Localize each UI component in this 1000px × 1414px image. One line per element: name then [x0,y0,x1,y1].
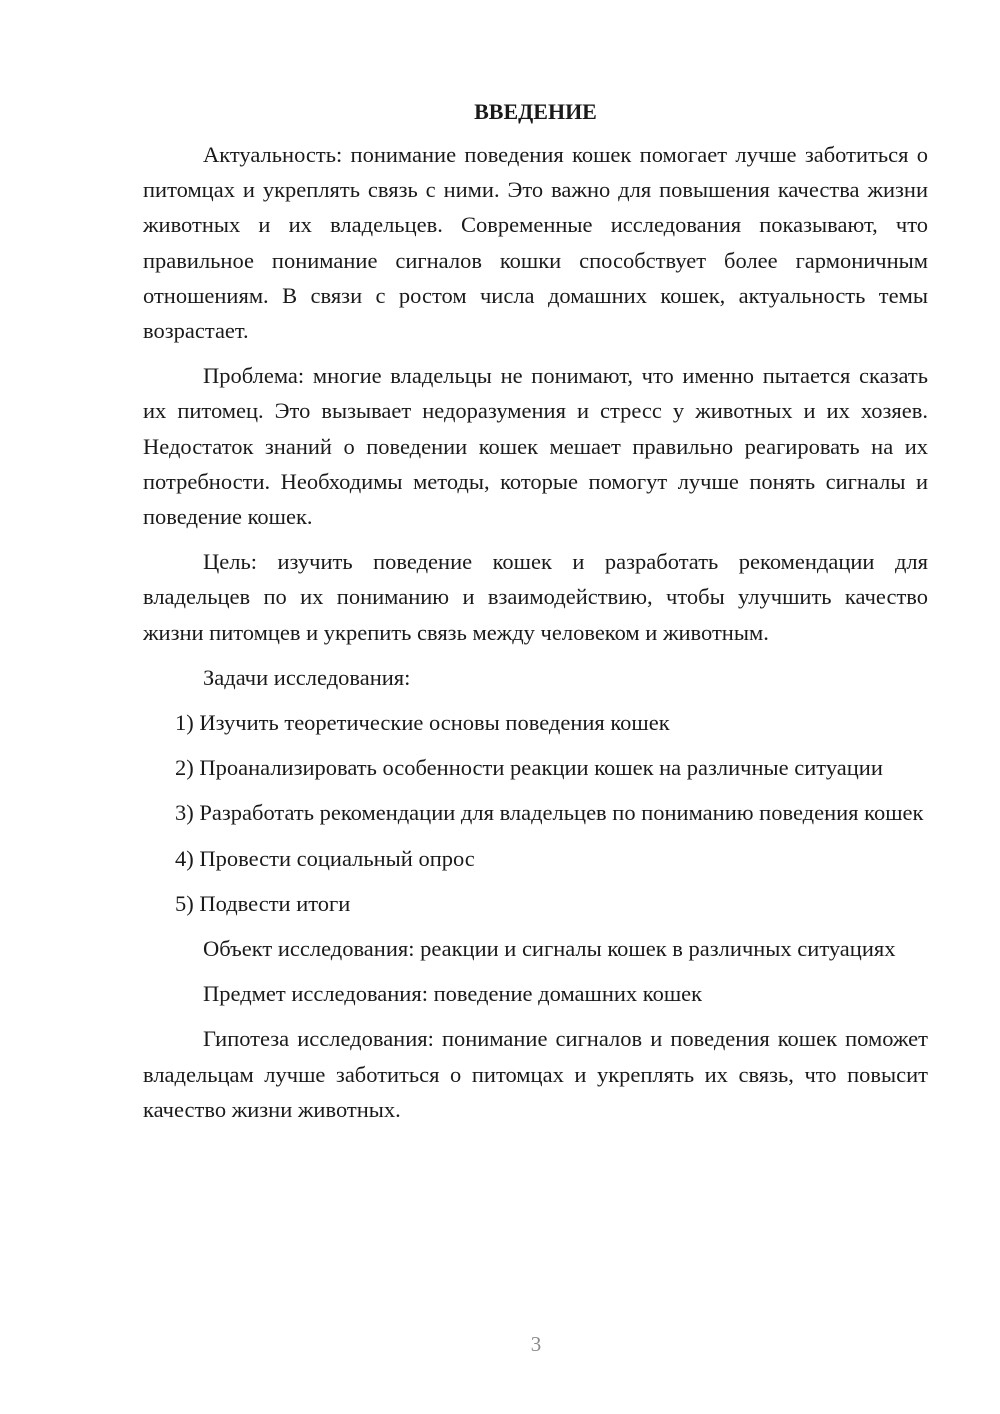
goal-paragraph: Цель: изучить поведение кошек и разработать рекомендации для владельцев по их пониманию и взаимодействию, чтобы улучшить качество жизни питомцев и укрепить связь между человеком и животным. [143,549,928,645]
tasks-heading: Задачи исследования: [203,664,411,690]
relevance-paragraph: Актуальность: понимание поведения кошек помогает лучше заботиться о питомцах и укреплять связь с ними. Это важно для повышения качества жизни животных и их владельцев. Современные исследования показывают, что правильное понимание сигналов кошки способствует более гармоничным отношениям. В связи с ростом числа домашних кошек, актуальность темы возрастает. [143,142,928,344]
object-paragraph: Объект исследования: реакции и сигналы кошек в различных ситуациях [203,936,896,962]
problem-paragraph: Проблема: многие владельцы не понимают, что именно пытается сказать их питомец. Это вызывает недоразумения и стресс у животных и их хозяев. Недостаток знаний о поведении кошек мешает правильно реагировать на их потребности. Необходимы методы, которые помогут лучше понять сигналы и поведение кошек. [143,363,928,530]
task-item-3: 3) Разработать рекомендации для владельцев по пониманию поведения кошек [175,800,924,826]
subject-paragraph: Предмет исследования: поведение домашних кошек [203,981,703,1007]
page-number: 3 [530,1332,542,1356]
page-content [143,94,928,1137]
task-item-4: 4) Провести социальный опрос [175,845,475,871]
task-item-5: 5) Подвести итоги [175,890,351,916]
hypothesis-paragraph: Гипотеза исследования: понимание сигналов и поведения кошек поможет владельцам лучше заботиться о питомцах и укреплять их связь, что повысит качество жизни животных. [143,1026,928,1122]
task-item-1: 1) Изучить теоретические основы поведения кошек [175,710,670,736]
task-item-2: 2) Проанализировать особенности реакции кошек на различные ситуации [175,755,883,781]
page-title: ВВЕДЕНИЕ [474,99,597,124]
